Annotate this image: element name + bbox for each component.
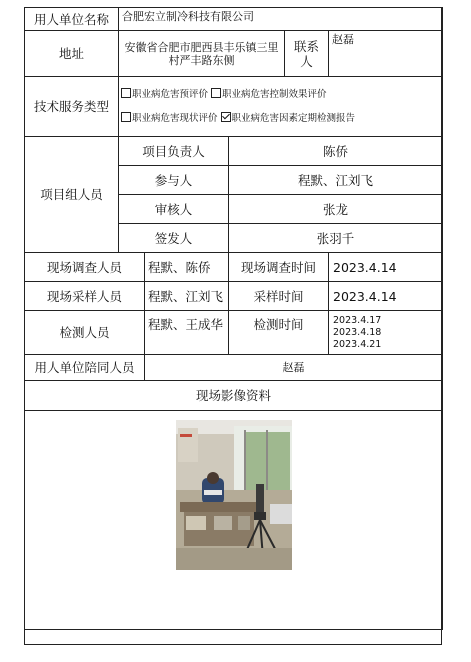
address-label: 地址 — [25, 31, 119, 77]
testing-people: 程默、王成华 — [145, 311, 229, 355]
escort-label: 用人单位陪同人员 — [25, 355, 145, 381]
team-member: 陈侨 — [229, 137, 443, 166]
service-type-label: 技术服务类型 — [25, 77, 119, 137]
service-type-options — [119, 77, 443, 137]
survey-record-table — [24, 7, 443, 630]
team-role: 项目负责人 — [119, 137, 229, 166]
employer-label: 用人单位名称 — [25, 8, 119, 31]
checkbox-icon[interactable] — [121, 88, 131, 98]
team-label: 项目组人员 — [25, 137, 119, 253]
address-row — [25, 31, 443, 77]
site-photo — [176, 420, 292, 570]
team-role: 签发人 — [119, 224, 229, 253]
escort-value: 赵磊 — [145, 355, 443, 381]
images-row — [25, 411, 443, 630]
sampling-time: 2023.4.14 — [329, 282, 443, 311]
option-status-evaluation[interactable]: 职业病危害现状评价 — [121, 112, 218, 125]
sampling-people: 程默、江刘飞 — [145, 282, 229, 311]
testing-date: 2023.4.21 — [333, 338, 382, 350]
images-title: 现场影像资料 — [25, 381, 443, 411]
team-role: 参与人 — [119, 166, 229, 195]
testing-date: 2023.4.17 — [333, 314, 382, 326]
address-value: 安徽省合肥市肥西县丰乐镇三里村严丰路东侧 — [119, 31, 285, 77]
images-cell — [25, 411, 443, 630]
escort-row — [25, 355, 443, 381]
team-row-leader — [25, 137, 443, 166]
images-title-row — [25, 381, 443, 411]
survey-people: 程默、陈侨 — [145, 253, 229, 282]
sampling-label: 现场采样人员 — [25, 282, 145, 311]
testing-time-label: 检测时间 — [229, 311, 329, 355]
team-member: 张龙 — [229, 195, 443, 224]
checkbox-icon[interactable] — [211, 88, 221, 98]
employer-row — [25, 8, 443, 31]
survey-row — [25, 253, 443, 282]
sampling-row — [25, 282, 443, 311]
team-role: 审核人 — [119, 195, 229, 224]
contact-label: 联系人 — [285, 31, 329, 77]
option-pre-evaluation[interactable]: 职业病危害预评价 — [121, 88, 208, 101]
testing-dates — [329, 311, 443, 355]
option-control-effect-evaluation[interactable]: 职业病危害控制效果评价 — [211, 88, 327, 101]
team-member: 程默、江刘飞 — [229, 166, 443, 195]
contact-value: 赵磊 — [329, 31, 443, 77]
checkbox-checked-icon[interactable] — [221, 112, 231, 122]
survey-time-label: 现场调查时间 — [229, 253, 329, 282]
site-photo-illustration — [176, 420, 292, 570]
checkbox-icon[interactable] — [121, 112, 131, 122]
employer-name: 合肥宏立制冷科技有限公司 — [119, 8, 443, 31]
team-member: 张羽千 — [229, 224, 443, 253]
testing-row — [25, 311, 443, 355]
testing-date: 2023.4.18 — [333, 326, 382, 338]
service-type-row — [25, 77, 443, 137]
survey-time: 2023.4.14 — [329, 253, 443, 282]
testing-label: 检测人员 — [25, 311, 145, 355]
survey-label: 现场调查人员 — [25, 253, 145, 282]
option-periodic-testing-report[interactable]: 职业病危害因素定期检测报告 — [221, 112, 356, 125]
sampling-time-label: 采样时间 — [229, 282, 329, 311]
